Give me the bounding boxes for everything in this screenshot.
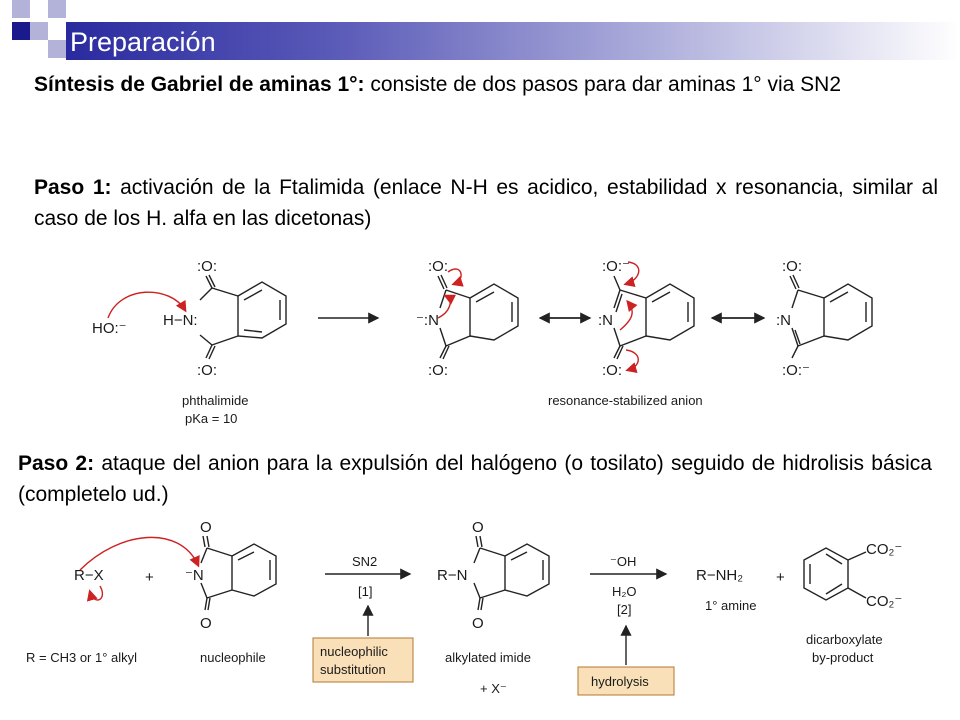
svg-text:O: O	[472, 519, 484, 536]
h-n-label: H−N:	[163, 312, 198, 329]
step1-ref: [1]	[358, 584, 373, 599]
alkylated-imide-structure	[437, 519, 549, 632]
phthalimide-structure	[197, 258, 286, 379]
nucleophilic-label: nucleophilic	[320, 644, 388, 659]
svg-text::O:: :O:	[782, 258, 803, 275]
svg-text::O:⁻: :O:⁻	[602, 258, 630, 275]
step2-ref: [2]	[617, 602, 632, 617]
step2-bold: Paso 2:	[18, 452, 95, 475]
anion-structure-1	[416, 258, 518, 379]
step1-text: activación de la Ftalimida (enlace N-H es acidico, estabilidad x resonancia, similar al caso de los H. alfa en las dicetonas)	[34, 176, 939, 230]
svg-text::O:: :O:	[197, 258, 218, 275]
h2o-label: H₂O	[612, 584, 637, 599]
dicarboxylate-label-1: dicarboxylate	[806, 632, 883, 647]
scheme1	[92, 258, 872, 426]
sn2-label: SN2	[352, 554, 378, 569]
svg-text:CO₂⁻: CO₂⁻	[866, 541, 903, 558]
r-definition: R = CH3 or 1° alkyl	[26, 650, 138, 665]
slide-title: Preparación	[70, 27, 216, 57]
substitution-label: substitution	[320, 662, 386, 677]
anion-structure-3	[776, 258, 872, 379]
svg-text::O:: :O:	[197, 362, 218, 379]
nucleophile-label: nucleophile	[200, 650, 266, 665]
step1-bold: Paso 1:	[34, 176, 112, 199]
amine-label: 1° amine	[705, 598, 757, 613]
red-arrow	[80, 537, 198, 570]
svg-text::N: :N	[598, 312, 613, 329]
nucleophile-structure	[185, 519, 276, 632]
red-arrow	[90, 586, 102, 600]
intro-bold: Síntesis de Gabriel de aminas 1°:	[34, 73, 365, 96]
svg-text:R−N: R−N	[437, 567, 468, 584]
svg-text::O:: :O:	[428, 362, 449, 379]
scheme2	[26, 519, 902, 696]
svg-text:⁻:N: ⁻:N	[416, 312, 439, 329]
svg-text:O: O	[472, 615, 484, 632]
resonance-label: resonance-stabilized anion	[548, 393, 703, 408]
anion-structure-2	[598, 258, 694, 379]
svg-text::O:⁻: :O:⁻	[782, 362, 810, 379]
intro-text: consiste de dos pasos para dar aminas 1° via SN2	[364, 73, 842, 96]
plus-x-label: + X⁻	[480, 681, 507, 696]
dicarboxylate-label-2: by-product	[812, 650, 874, 665]
svg-text:+: +	[776, 569, 785, 586]
phthalimide-label: phthalimide	[182, 393, 249, 408]
alkylated-imide-label: alkylated imide	[445, 650, 531, 665]
svg-text:O: O	[200, 615, 212, 632]
svg-text::O:: :O:	[602, 362, 623, 379]
svg-text:O: O	[200, 519, 212, 536]
dicarboxylate-structure	[804, 541, 902, 610]
hydroxide-label: HO:⁻	[92, 320, 127, 337]
pka-label: pKa = 10	[185, 411, 238, 426]
svg-text:⁻N: ⁻N	[185, 567, 204, 584]
svg-text:CO₂⁻: CO₂⁻	[866, 593, 903, 610]
svg-text::N: :N	[776, 312, 791, 329]
oh-label: ⁻OH	[610, 554, 637, 569]
amine-formula: R−NH₂	[696, 567, 744, 584]
step2-text: ataque del anion para la expulsión del halógeno (o tosilato) seguido de hidrolisis básica (completelo ud.)	[18, 452, 932, 506]
svg-text::O:: :O:	[428, 258, 449, 275]
r-x-label: R−X	[74, 567, 104, 584]
svg-text:+: +	[145, 569, 154, 586]
hydrolysis-label: hydrolysis	[591, 674, 649, 689]
